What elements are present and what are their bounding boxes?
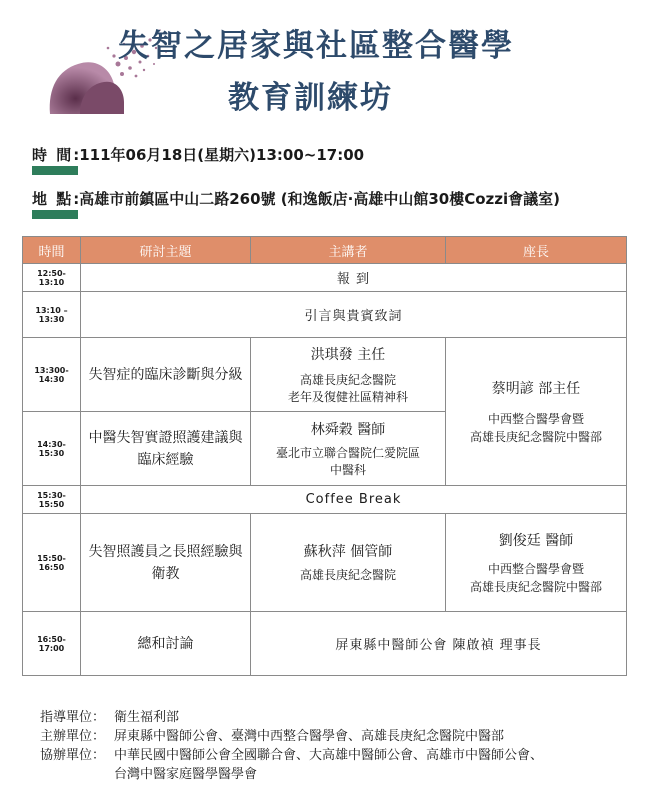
- speaker-name: 洪琪發 主任: [310, 346, 386, 363]
- header-chair: 座長: [446, 237, 627, 264]
- row-time: 14:30-15:30: [23, 412, 81, 486]
- organizers: [40, 708, 543, 784]
- chair-name: 劉俊廷 醫師: [498, 532, 574, 549]
- place-info: [32, 188, 560, 209]
- title-line-2: 教育訓練坊: [228, 80, 393, 116]
- time-label: 時 間: [32, 146, 74, 164]
- co-value-line-1: 中華民國中醫師公會全國聯合會、大高雄中醫師公會、高雄市中醫師公會、: [114, 748, 544, 763]
- table-row: [23, 514, 627, 612]
- table-row: [23, 486, 627, 514]
- row-speaker-cell: [251, 338, 446, 412]
- table-header-row: [23, 237, 627, 264]
- co-value: [114, 746, 543, 784]
- title-line-1: 失智之居家與社區整合醫學: [118, 28, 514, 64]
- table-row: [23, 264, 627, 292]
- co-value-line-2: 台灣中醫家庭醫學醫學會: [114, 767, 258, 782]
- table-row: [23, 612, 627, 676]
- chair-affiliation: 中西整合醫學會暨 高雄長庚紀念醫院中醫部: [469, 561, 602, 594]
- guide-row: [40, 708, 543, 727]
- co-label: 協辦單位：: [40, 748, 106, 763]
- host-value: 屏東縣中醫師公會、臺灣中西整合醫學會、高雄長庚紀念醫院中醫部: [114, 729, 505, 744]
- row-time: 15:50-16:50: [23, 514, 81, 612]
- row-speaker-cell: [251, 514, 446, 612]
- row-time: 13:10 –13:30: [23, 292, 81, 338]
- place-value: :高雄市前鎮區中山二路260號 (和逸飯店·高雄中山館30樓Cozzi會議室): [73, 190, 560, 208]
- time-info: [32, 144, 364, 165]
- header-topic: 研討主題: [81, 237, 251, 264]
- row-time: 12:50-13:10: [23, 264, 81, 292]
- speaker-affiliation: 臺北市立聯合醫院仁愛院區 中醫科: [275, 445, 420, 477]
- chair-name: 蔡明諺 部主任: [491, 380, 581, 397]
- time-value: :111年06月18日(星期六)13:00~17:00: [73, 146, 365, 164]
- chair-cell-1: [446, 338, 627, 486]
- row-topic: 中醫失智實證照護建議與臨床經驗: [81, 412, 251, 486]
- chair-affiliation: 中西整合醫學會暨 高雄長庚紀念醫院中醫部: [469, 411, 602, 444]
- table-row: [23, 338, 627, 412]
- place-label: 地 點: [32, 190, 74, 208]
- row-speaker: 屏東縣中醫師公會 陳啟禎 理事長: [251, 612, 627, 676]
- schedule-table: [22, 236, 627, 676]
- row-text: Coffee Break: [81, 486, 627, 514]
- chair-cell-2: [446, 514, 627, 612]
- guide-label: 指導單位：: [40, 710, 106, 725]
- row-time: 16:50-17:00: [23, 612, 81, 676]
- row-time: 13:300- 14:30: [23, 338, 81, 412]
- row-text: 引言與貴賓致詞: [81, 292, 627, 338]
- host-row: [40, 727, 543, 746]
- table-row: [23, 292, 627, 338]
- speaker-affiliation: 高雄長庚紀念醫院: [299, 568, 396, 582]
- speaker-name: 蘇秋萍 個管師: [303, 544, 393, 560]
- row-topic: 失智症的臨床診斷與分級: [81, 338, 251, 412]
- row-topic: 總和討論: [81, 612, 251, 676]
- host-label: 主辦單位：: [40, 729, 106, 744]
- speaker-name: 林舜穀 醫師: [310, 421, 386, 438]
- row-text: 報 到: [81, 264, 627, 292]
- row-time: 15:30-15:50: [23, 486, 81, 514]
- speaker-affiliation: 高雄長庚紀念醫院 老年及復健社區精神科: [287, 372, 408, 404]
- header-speaker: 主講者: [251, 237, 446, 264]
- co-row: [40, 746, 543, 784]
- row-speaker-cell: [251, 412, 446, 486]
- row-topic: 失智照護員之長照經驗與衛教: [81, 514, 251, 612]
- header-time: 時間: [23, 237, 81, 264]
- guide-value: 衛生福利部: [114, 710, 180, 725]
